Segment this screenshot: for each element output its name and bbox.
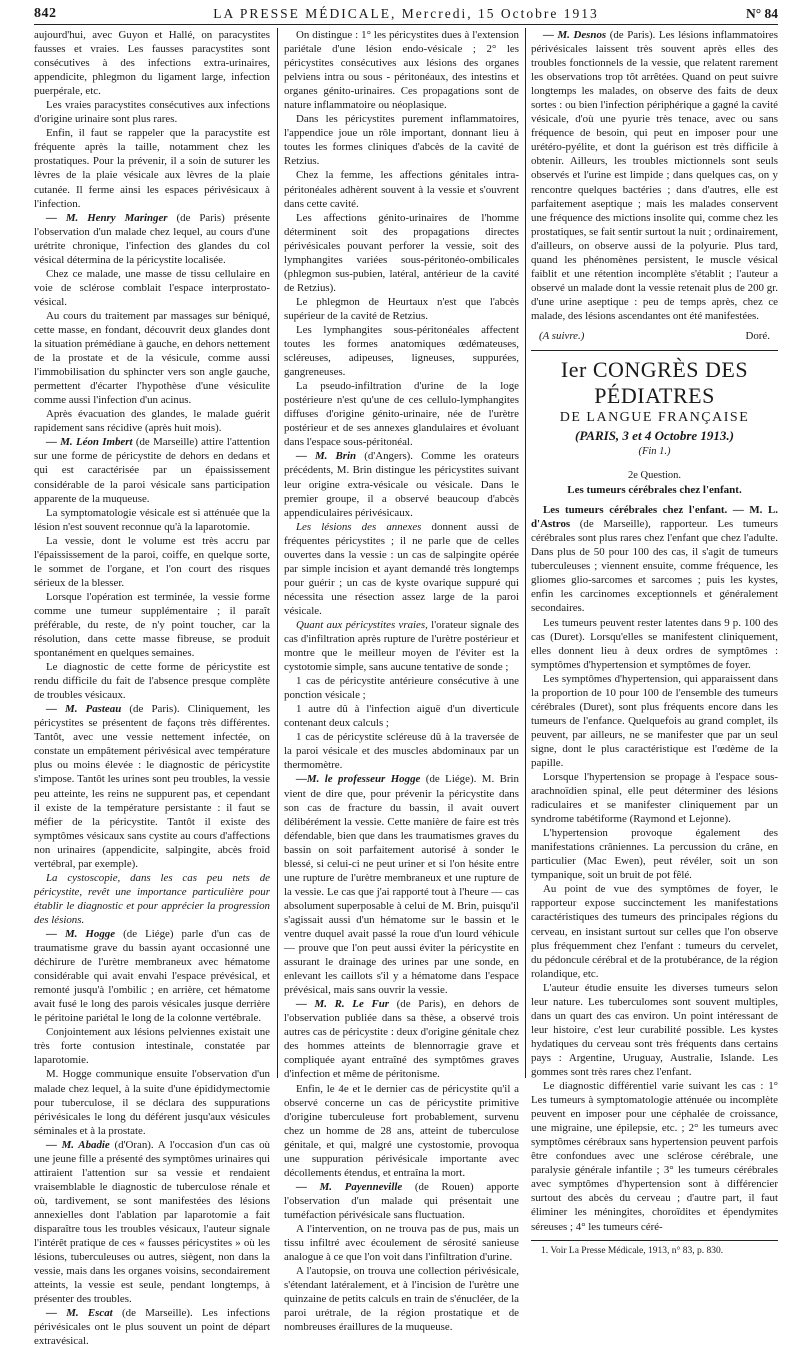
paragraph: L'auteur étudie ensuite les diverses tumeurs selon leur nature. Les tuberculomes sont souvent multiples, dans un quart des cas environ. Un point intéressant de leur histoire, c'est leur curabilité possible. Les kystes hydatiques du cerveau sont très fréquents dans certains pays : Argentine, Uruguay, Australie, Islande. Les gommes sont très rares chez l'enfant. — [531, 981, 778, 1078]
paragraph: Chez ce malade, une masse de tissu cellulaire en voie de sclérose comblait l'espace interprostato-vésical. — [34, 267, 270, 308]
speaker-name: — M. Abadie — [46, 1138, 110, 1151]
to-be-continued: (A suivre.) — [539, 329, 585, 342]
paragraph: Le phlegmon de Heurtaux n'est que l'abcès supérieur de la cavité de Retzius. — [284, 295, 519, 322]
paragraph: A l'intervention, on ne trouva pas de pus, mais un tissu infiltré avec écoulement de sérosité sanieuse analogue à ce que l'on voit dans l'infiltration d'urine. — [284, 1222, 519, 1264]
paragraph — [34, 211, 270, 267]
paragraph-text: (d'Angers). Comme les orateurs précédents, M. Brin distingue les péricystites suivant leur origine extra-vésicale ou vésicale. Dans le premier groupe, il a observé beaucoup d'abcès appendiculaires périvésicaux. — [284, 450, 520, 519]
paragraph: Les lymphangites sous-péritonéales affectent toutes les formes anatomiques œdémateuses, scléreuses, adipeuses, ligneuses, suppurées, gangreneuses. — [284, 323, 519, 379]
paragraph — [284, 520, 519, 618]
page-header — [34, 4, 778, 26]
congress-heading — [531, 357, 778, 459]
speaker-name: — M. Henry Maringer — [46, 211, 168, 224]
paragraph — [34, 702, 270, 871]
italic-lead: Quant aux péricystites vraies, — [296, 618, 428, 631]
header-rule — [34, 24, 778, 25]
column-divider — [525, 28, 526, 1078]
paragraph: Les symptômes d'hypertension, qui apparaissent dans la proportion de 10 pour 100 de l'ensemble des tumeurs cérébrales (Duret), sont plus fréquents encore dans les tumeurs de l'enfance. Quelquefois au grand complet, ils peuvent, par ailleurs, ne se manifester que par un seul signe, dont le plus caractéristique est l'œdème de la papille. — [531, 672, 778, 769]
paragraph: Enfin, le 4e et le dernier cas de péricystite qu'il a observé concerne un cas de péricystite primitive d'origine tuberculeuse fort probablement, survenu chez un homme de 28 ans, atteint de tuberculose génitale, et qui, malgré une cystostomie, provoqua une suppuration périvésicale importante avec décollements étendus, et entraîna la mort. — [284, 1082, 519, 1179]
paragraph: Lorsque l'hypertension se propage à l'espace sous-arachnoïdien spinal, elle peut déterminer des lésions radiculaires et se manifester cliniquement par un syndrome tabétiforme (Raymond et Lejonne). — [531, 771, 778, 826]
paragraph: Au cours du traitement par massages sur béniqué, cette masse, en fondant, découvrit deux glandes dont la situation prémédiane à gauche, en dehors nettement de la prostate et de la vésicule, comme aussi l'immobilisation du sphincter vers son angle gauche, permettent d'écarter l'hypothèse d'une vésiculite comme aussi l'infection d'un acinus. — [34, 309, 270, 407]
paragraph: aujourd'hui, avec Guyon et Hallé, on paracystites fausses et vraies. Les fausses paracystites sont consécutives à des infections extra-urinaires, appendicite, phlegmon du ligament large, infection puerpérale, etc. — [34, 29, 270, 98]
paragraph-text: (de Liége) parle d'un cas de traumatisme grave du bassin ayant occasionné une déchirure de l'urètre membraneux avec hématome considérable qui avait envahi l'espace prévésical, et remonté jusqu'à l'ombilic ; en arrière, cet hématome avait fusé le long des parois vésicales jusque derrière le péritoine pariétal le long de la colonne vertébrale. — [34, 928, 270, 1025]
paragraph: Lorsque l'opération est terminée, la vessie forme comme une tumeur supplémentaire ; il paraît préférable, du reste, de n'y point toucher, car la résolution, dans cette masse fibreuse, se produit spontanément en quelques semaines. — [34, 590, 270, 660]
congress-ordinal: Ier — [560, 357, 587, 383]
paragraph-text: (de Liége). M. Brin vient de dire que, pour prévenir la péricystite dans son cas de fracture du bassin, il avait ouvert délibérément la vessie. Cette manière de faire est très défendable, bien que dans les traumatismes graves du bassin on soit parfaitement autorisé à sonder le blessé, si celui-ci ne peut uriner et si l'on hésite entre une rupture de l'urètre membraneux et une rupture de la vessie. Le cas que j'ai rapporté tout à l'heure — cas absolument superposable à celui de M. Brin, puisqu'il s'agissait aussi d'un hématome sur le bassin et le ventre duquel avait passé la roue d'un lourd véhicule — prouve que l'on peut aussi éviter la péricystite en assurant le drainage des urines par une sonde, en enlevant les caillots s'il y a hématome dans l'espace prévésical, mais sans ouvrir la vessie. — [284, 773, 519, 997]
speaker-name: — M. Hogge — [46, 928, 116, 940]
paragraph — [34, 1306, 270, 1348]
paragraph-text: (de Paris). Les lésions inflammatoires périvésicales laissent très souvent après elles des troubles fonctionnels de la vessie, que relatent rarement les observations trop tôt arrêtées. Quand on peut suivre longtemps les malades, on observe des faits de deux sortes : ou bien l'infection périphérique a gagné la cavité vésicale, d'où une pyurie très tenace, avec ou sans fréquence de besoin, qui peut en imposer pour une urétéro-pyélite, et dont la guérison est très difficile à obtenir. Ailleurs, les troubles mictionnels sont seuls observés et l'urine est limpide ; dans quelques cas, on y rencontre quelques bactéries ; dans d'autres, elle est parfaitement aseptique ; mais les malades conservent une fréquence des mictions insolite qui, comme chez les prostatiques, se fait sentir surtout la nuit ; ordinairement, d'ailleurs, on observe aussi de la polyurie. Plus tard, quand les phénomènes persistent, le muscle vésical faiblit et une rétention incomplète s'établit ; l'auteur a observé un malade dont la vessie retenait plus de 200 gr. d'une urine aseptique : peu de temps après, chez ce malade, des lésions ascendantes ont été manifestées. — [531, 29, 778, 322]
speaker-name: — M. Léon Imbert — [46, 436, 133, 449]
author-signature: Doré. — [745, 329, 770, 342]
paragraph: Le diagnostic différentiel varie suivant les cas : 1° Les tumeurs à symptomatologie atténuée ou incomplète peuvent en imposer pour une céphalée de croissance, une migraine, une épilepsie, etc. ; 2° les tumeurs avec symptômes cérébraux sans hypertension peuvent parfois être confondues avec une sclérose cérébrale, une paralysie générale infantile ; 3° les tumeurs cérébrales avec symptômes d'hypertension sont à différencier surtout des abcès du cerveau ; d'autre part, il faut éliminer les méningites, choroïdites et épendymites séreuses ; 4° les tumeurs céré- — [531, 1080, 778, 1233]
paragraph: M. Hogge communique ensuite l'observation d'un malade chez lequel, à la suite d'une épididymectomie pour tuberculose, il se déclara des suppurations périvésicales le long du déférent jusqu'aux vésicules séminales et à la prostate. — [34, 1068, 270, 1137]
speaker-name: — M. Pasteau — [46, 703, 122, 716]
paragraph — [284, 772, 519, 997]
column-2 — [284, 28, 520, 1334]
paragraph: 1 cas de péricystite scléreuse dû à la traversée de la paroi vésicale et des muscles abdominaux par un thermomètre. — [284, 731, 519, 772]
paragraph: On distingue : 1° les péricystites dues à l'extension pariétale d'une lésion endo-vésicale ; 2° les péricystites consécutives aux lésions des organes pelviens intra ou sous - péritonéaux, des intestins et organes génito-urinaires. Ces propagations sont de nature inflammatoire ou néoplasique. — [284, 29, 519, 112]
paragraph-text: (de Marseille). Les infections périvésicales ont le plus souvent un point de départ extravésical. — [34, 1307, 270, 1348]
congress-title — [531, 357, 778, 409]
paragraph — [34, 927, 270, 1025]
paragraph-text: (de Paris), en dehors de l'observation publiée dans sa thèse, a observé trois autres cas de péricystite : deux d'origine génitale chez des hommes atteints de blennorragie grave et compliquée ayant entraîné des symptômes graves d'infection et même de péritonisme. — [284, 998, 519, 1081]
page-number: 842 — [34, 6, 57, 21]
paragraph: Après évacuation des glandes, le malade guérit rapidement sans récidive (après huit mois). — [34, 408, 270, 435]
paragraph — [34, 871, 270, 927]
paragraph: Enfin, il faut se rappeler que la paracystite est fréquente après la taille, notamment chez les prostatiques. Pour la prévenir, il a soin de suturer les lèvres de la plaie vésicale aux lèvres de la plaie cutanée. Il ferme ainsi les espaces périvésicaux à l'infection. — [34, 127, 270, 210]
congress-dates: (PARIS, 3 et 4 Octobre 1913.) — [575, 428, 734, 444]
paragraph-text: (de Marseille), rapporteur. Les tumeurs cérébrales sont plus rares chez l'enfant que chez l'adulte. Dans plus de 50 pour 100 des cas, il s'agit de tumeurs tuberculeuses ; viennent ensuite, comme fréquence, les gliomes glio-sarcomes et sarcomes ; puis les kystes, enfin les carcinomes exceptionnels et généralement secondaires. — [531, 518, 778, 615]
paragraph-text: (de Rouen) apporte l'observation d'un malade qui présentait une tuméfaction périvésicale sans fluctuation. — [284, 1180, 519, 1221]
paragraph: Au point de vue des symptômes de foyer, le rapporteur expose succinctement les manifestations caractéristiques des tumeurs des principales régions du cerveau, en insistant surtout sur celles que l'on observe plus fréquemment chez l'enfant : tumeurs du cervelet, du pédoncule cérébral et de la protubérance, de la région rolandique, etc. — [531, 883, 778, 980]
paragraph: Les vraies paracystites consécutives aux infections d'origine urinaire sont plus rares. — [34, 99, 270, 126]
paragraph-text: (de Paris). Cliniquement, les péricystites se présentent de façons très différentes. Tantôt, avec une vessie nettement infectée, on constate un empâtement périvésical avec température plus ou moins élevée : le diagnostic de péricystite s'impose. Tantôt les urines sont peu troubles, la vessie peu atteinte, les reins ne suppurent pas, et cependant il existe de la température persistante : il faut se méfier de la péricystite. Tantôt il existe des symptômes vésicaux sans cystite au cours d'affections non urinaires (appendicite, salpingite, abcès froid vertébral, par exemple). — [34, 703, 270, 870]
paragraph: La symptomatologie vésicale est si atténuée que la lésion n'est souvent reconnue qu'à la laparotomie. — [34, 506, 270, 533]
paragraph: Conjointement aux lésions pelviennes existait une très forte contusion intestinale, constatée par laparotomie. — [34, 1026, 270, 1067]
column-1 — [34, 28, 270, 1348]
speaker-name: Les tumeurs cérébrales chez l'enfant. — M. L. d'Astros — [531, 504, 778, 531]
paragraph-text: l'orateur signale des cas d'infiltration après rupture de l'urètre postérieur et montre que le meilleur moyen de l'éviter est la cystotomie simple, sans aucune tentative de sonde ; — [284, 618, 520, 674]
speaker-name: — M. Escat — [46, 1307, 113, 1320]
issue-number: N° 84 — [745, 6, 778, 21]
paragraph: 1 autre dû à l'infection aiguë d'un diverticule contenant deux calculs ; — [284, 703, 519, 730]
paragraph-text: (de Paris) présente l'observation d'un malade chez lequel, au cours d'une urétrite chronique, l'infection des glandes du col vésical détermina de la péricystite localisée. — [34, 211, 270, 266]
paragraph — [284, 997, 519, 1081]
paragraph — [284, 1180, 519, 1222]
congress-part: (Fin 1.) — [638, 446, 671, 458]
speaker-name: — M. Payenneville — [296, 1180, 403, 1193]
paragraph: La vessie, dont le volume est très accru par l'épaississement de la paroi, coiffe, en quelque sorte, le sommet de l'organe, et l'on court des risques sérieux de la blesser. — [34, 534, 270, 589]
speaker-name: —M. le professeur Hogge — [296, 773, 421, 786]
paragraph: L'hypertension provoque également des manifestations crâniennes. La percussion du crâne, en particulier (Mac Ewen), peut révéler, soit un son tympanique, soit un bruit de pot fêlé. — [531, 827, 778, 882]
paragraph: Les tumeurs peuvent rester latentes dans 9 p. 100 des cas (Duret). Lorsqu'elles se manifestent cliniquement, elles donnent lieu à deux ordres de symptômes : symptômes d'hypertension et symptômes de foyer. — [531, 616, 778, 671]
column-divider — [277, 28, 278, 1078]
italic-text: La cystoscopie, dans les cas peu nets de péricystite, revêt une importance particulière pour établir le diagnostic et pour apprécier la progression des lésions. — [34, 871, 270, 926]
paragraph-text: (de Marseille) attire l'attention sur une forme de péricystite de dehors en dedans et qui est caractérisée par un épaississement considérable de la paroi vésicale sans participation apparente de la muqueuse. — [34, 436, 270, 505]
italic-lead: Les lésions des annexes — [296, 520, 422, 533]
paragraph-text: (d'Oran). A l'occasion d'un cas où une jeune fille a présenté des symptômes urinaires qui attiraient l'attention sur sa vessie et rendaient vraisemblable le diagnostic de tuberculose rénale et où, tardivement, se sont manifestées des lésions annexielles dont l'ablation par laparotomie a fait disparaître tous les troubles vésicaux, l'auteur signale l'intérêt pratique de ces « fausses péricystites » où les lésions, tuberculeuses ou autres, siègent, non dans la vessie, mais dans les organes voisins, secondairement atteints, la vessie est seule, pendant longtemps, à présenter des troubles. — [34, 1138, 270, 1306]
paragraph: 1 cas de péricystite antérieure consécutive à une ponction vésicale ; — [284, 675, 519, 702]
paragraph: La pseudo-infiltration d'urine de la loge postérieure n'est qu'une de ces cellulo-lymphangites diffuses d'origine génito-urinaire, née de l'urètre postérieur et de ses annexes glandulaires et évoluant dans l'espace sous-péritonéal. — [284, 380, 519, 449]
paragraph: A l'autopsie, on trouva une collection périvésicale, s'étendant latéralement, et à l'incision de l'urètre une quinzaine de petits calculs en train de s'énucléer, de la paroi urétrale, de la région prostatique et de nombreuses éraillures de la muqueuse. — [284, 1265, 519, 1334]
paragraph-text: donnent aussi de fréquentes péricystites ; il ne parle que de celles ouvertes dans la vessie : un cas de salpingite opérée par simple incision et ayant demandé très longtemps pour guérir ; un cas de kyste ovarique suppuré qui nécessita une résection assez large de la paroi vésicale. — [284, 520, 519, 617]
question-number: 2e Question. — [627, 470, 682, 482]
paragraph — [284, 618, 519, 674]
paragraph — [34, 435, 270, 505]
paragraph: Chez la femme, les affections génitales intra-péritonéales adhèrent souvent à la vessie et s'ouvrent dans cette cavité. — [284, 169, 519, 210]
paragraph: Le diagnostic de cette forme de péricystite est rendu difficile du fait de l'absence presque complète de troubles vésicaux. — [34, 661, 270, 702]
speaker-name: — M. Brin — [296, 450, 357, 463]
paragraph — [284, 449, 519, 519]
journal-title: LA PRESSE MÉDICALE, Mercredi, 15 Octobre 1913 — [213, 6, 599, 21]
speaker-name: — M. Desnos — [543, 29, 607, 41]
paragraph — [34, 1138, 270, 1307]
paragraph: Dans les péricystites purement inflammatoires, l'appendice joue un rôle important, donnant lieu à toutes les formes cliniques d'abcès de la cavité de Retzius. — [284, 113, 519, 168]
column-3 — [531, 28, 778, 1256]
speaker-name: — M. R. Le Fur — [296, 998, 390, 1011]
congress-subtitle: DE LANGUE FRANÇAISE — [559, 410, 750, 426]
section-divider — [531, 350, 778, 351]
congress-title-text: CONGRÈS DES PÉDIATRES — [592, 357, 749, 409]
article-end — [531, 329, 778, 343]
paragraph — [531, 28, 778, 323]
footnote: 1. Voir La Presse Médicale, 1913, n° 83, p. 830. — [531, 1240, 778, 1258]
question-title: Les tumeurs cérébrales chez l'enfant. — [567, 484, 742, 497]
paragraph: Les affections génito-urinaires de l'homme déterminent soit des propagations directes périvésicales pouvant perforer la vessie, soit des lymphangites variées sous-péritonéo-ombilicales (phlegmon sus-pubien, latéral, antérieur de la cavité de Retzius). — [284, 211, 519, 294]
paragraph — [531, 503, 778, 615]
